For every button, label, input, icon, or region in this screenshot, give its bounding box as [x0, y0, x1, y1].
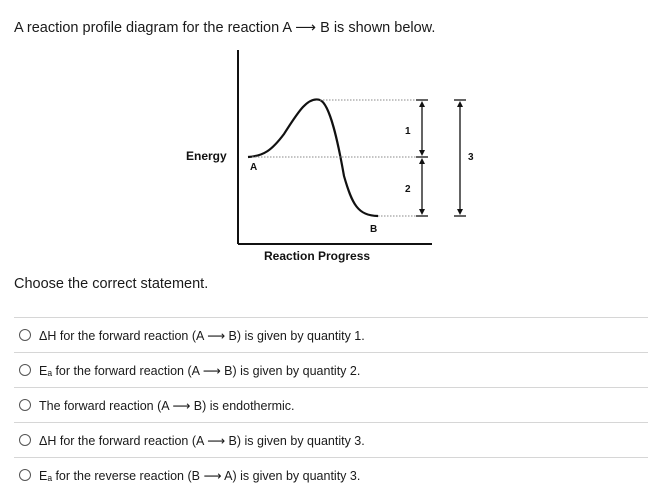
answer-option[interactable] [14, 457, 648, 492]
radio-button[interactable] [19, 364, 31, 376]
question-text: A reaction profile diagram for the reaction A ⟶ B is shown below. [14, 20, 436, 36]
answer-option[interactable] [14, 387, 648, 422]
diagram-svg [180, 44, 500, 274]
quantity-2-arrow [416, 157, 428, 216]
reaction-profile-diagram [180, 44, 500, 274]
option-label: ΔH for the forward reaction (A ⟶ B) is given by quantity 3. [39, 433, 365, 448]
option-label: Eₐ for the reverse reaction (B ⟶ A) is given by quantity 3. [39, 468, 361, 483]
option-label: ΔH for the forward reaction (A ⟶ B) is given by quantity 1. [39, 328, 365, 343]
radio-button[interactable] [19, 399, 31, 411]
radio-button[interactable] [19, 434, 31, 446]
option-label: The forward reaction (A ⟶ B) is endothermic. [39, 398, 295, 413]
y-axis-label: Energy [186, 149, 227, 163]
quantity-3-arrow [454, 100, 466, 216]
quantity-1-arrow [416, 100, 428, 156]
prompt-text: Choose the correct statement. [14, 276, 209, 292]
answer-options [14, 317, 648, 492]
reactant-label: A [250, 162, 258, 173]
radio-button[interactable] [19, 469, 31, 481]
quantity-1-label: 1 [405, 126, 411, 137]
energy-curve [248, 99, 378, 216]
answer-option[interactable] [14, 352, 648, 387]
answer-option[interactable] [14, 422, 648, 457]
quantity-3-label: 3 [468, 152, 474, 163]
option-label: Eₐ for the forward reaction (A ⟶ B) is given by quantity 2. [39, 363, 361, 378]
x-axis-label: Reaction Progress [264, 249, 371, 263]
radio-button[interactable] [19, 329, 31, 341]
answer-option[interactable] [14, 317, 648, 352]
quantity-2-label: 2 [405, 184, 411, 195]
product-label: B [370, 224, 378, 235]
